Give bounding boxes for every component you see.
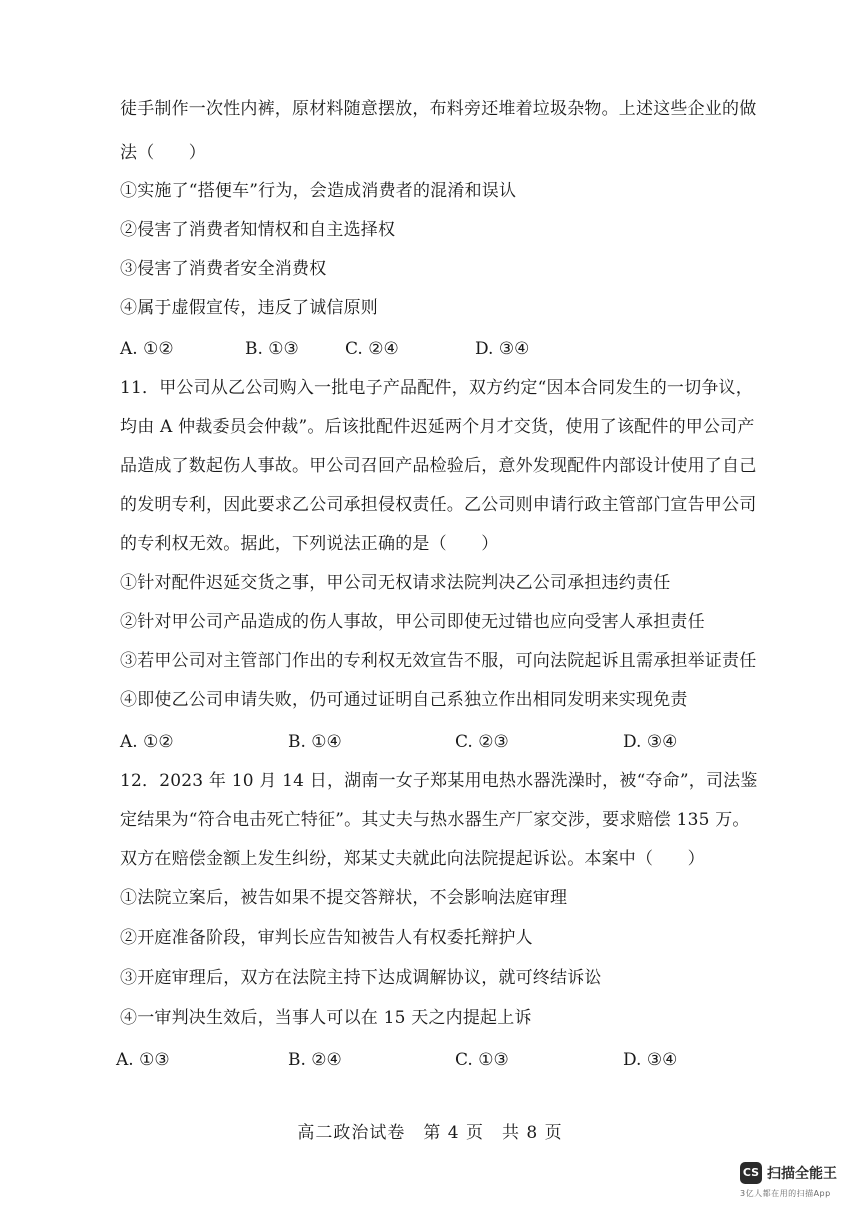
q11-statement-3: ③若甲公司对主管部门作出的专利权无效宣告不服，可向法院起诉且需承担举证责任 <box>120 651 757 671</box>
q11-option-c: C. ②③ <box>455 732 509 752</box>
q11-statement-2: ②针对甲公司产品造成的伤人事故，甲公司即使无过错也应向受害人承担责任 <box>120 612 705 632</box>
q12-text-line-2: 定结果为“符合电击死亡特征”。其丈夫与热水器生产厂家交涉，要求赔偿 135 万。 <box>120 810 750 830</box>
q12-option-d: D. ③④ <box>623 1050 678 1070</box>
q10-statement-4: ④属于虚假宣传，违反了诚信原则 <box>120 298 378 318</box>
q12-option-a: A. ①③ <box>116 1050 170 1070</box>
q11-option-a: A. ①② <box>120 732 174 752</box>
q12-statement-3: ③开庭审理后，双方在法院主持下达成调解协议，就可终结诉讼 <box>120 968 602 988</box>
q11-statement-4: ④即使乙公司申请失败，仍可通过证明自己系独立作出相同发明来实现免责 <box>120 690 688 710</box>
q12-statement-2: ②开庭准备阶段，审判长应告知被告人有权委托辩护人 <box>120 928 533 948</box>
q11-option-b: B. ①④ <box>288 732 342 752</box>
q11-statement-1: ①针对配件迟延交货之事，甲公司无权请求法院判决乙公司承担违约责任 <box>120 573 671 593</box>
q12-option-b: B. ②④ <box>288 1050 342 1070</box>
q10-option-c: C. ②④ <box>345 339 399 359</box>
q10-statement-1: ①实施了“搭便车”行为，会造成消费者的混淆和误认 <box>120 181 517 201</box>
q12-statement-1: ①法院立案后，被告如果不提交答辩状，不会影响法庭审理 <box>120 888 568 908</box>
scanner-tagline: 3亿人都在用的扫描App <box>740 1189 831 1198</box>
q11-text-line-2: 均由 A 仲裁委员会仲裁”。后该批配件迟延两个月才交货，使用了该配件的甲公司产 <box>120 417 755 437</box>
q10-option-a: A. ①② <box>120 339 174 359</box>
q10-statement-2: ②侵害了消费者知情权和自主选择权 <box>120 220 396 240</box>
q10-option-b: B. ①③ <box>245 339 299 359</box>
page-footer: 高二政治试卷 第 4 页 共 8 页 <box>297 1123 563 1143</box>
q10-text-line-1: 徒手制作一次性内裤，原材料随意摆放，布料旁还堆着垃圾杂物。上述这些企业的做 <box>120 99 757 119</box>
q12-statement-4: ④一审判决生效后，当事人可以在 15 天之内提起上诉 <box>120 1008 532 1028</box>
q12-text-line-3: 双方在赔偿金额上发生纠纷，郑某丈夫就此向法院提起诉讼。本案中（ ） <box>120 849 705 869</box>
camscanner-logo-icon: CS <box>740 1162 762 1184</box>
q11-text-line-5: 的专利权无效。据此，下列说法正确的是（ ） <box>120 534 499 554</box>
q10-option-d: D. ③④ <box>475 339 530 359</box>
q10-text-line-2: 法（ ） <box>120 143 206 163</box>
scanner-app-name: 扫描全能王 <box>767 1166 837 1182</box>
scanner-watermark <box>740 1160 850 1206</box>
q11-text-line-3: 品造成了数起伤人事故。甲公司召回产品检验后，意外发现配件内部设计使用了自己 <box>120 456 757 476</box>
q11-text-line-4: 的发明专利，因此要求乙公司承担侵权责任。乙公司则申请行政主管部门宣告甲公司 <box>120 495 757 515</box>
q11-text-line-1: 11．甲公司从乙公司购入一批电子产品配件，双方约定“因本合同发生的一切争议， <box>120 378 753 398</box>
q12-text-line-1: 12．2023 年 10 月 14 日，湖南一女子郑某用电热水器洗澡时，被“夺命”，司法鉴 <box>120 771 758 791</box>
q12-option-c: C. ①③ <box>455 1050 509 1070</box>
q10-statement-3: ③侵害了消费者安全消费权 <box>120 259 327 279</box>
q11-option-d: D. ③④ <box>623 732 678 752</box>
